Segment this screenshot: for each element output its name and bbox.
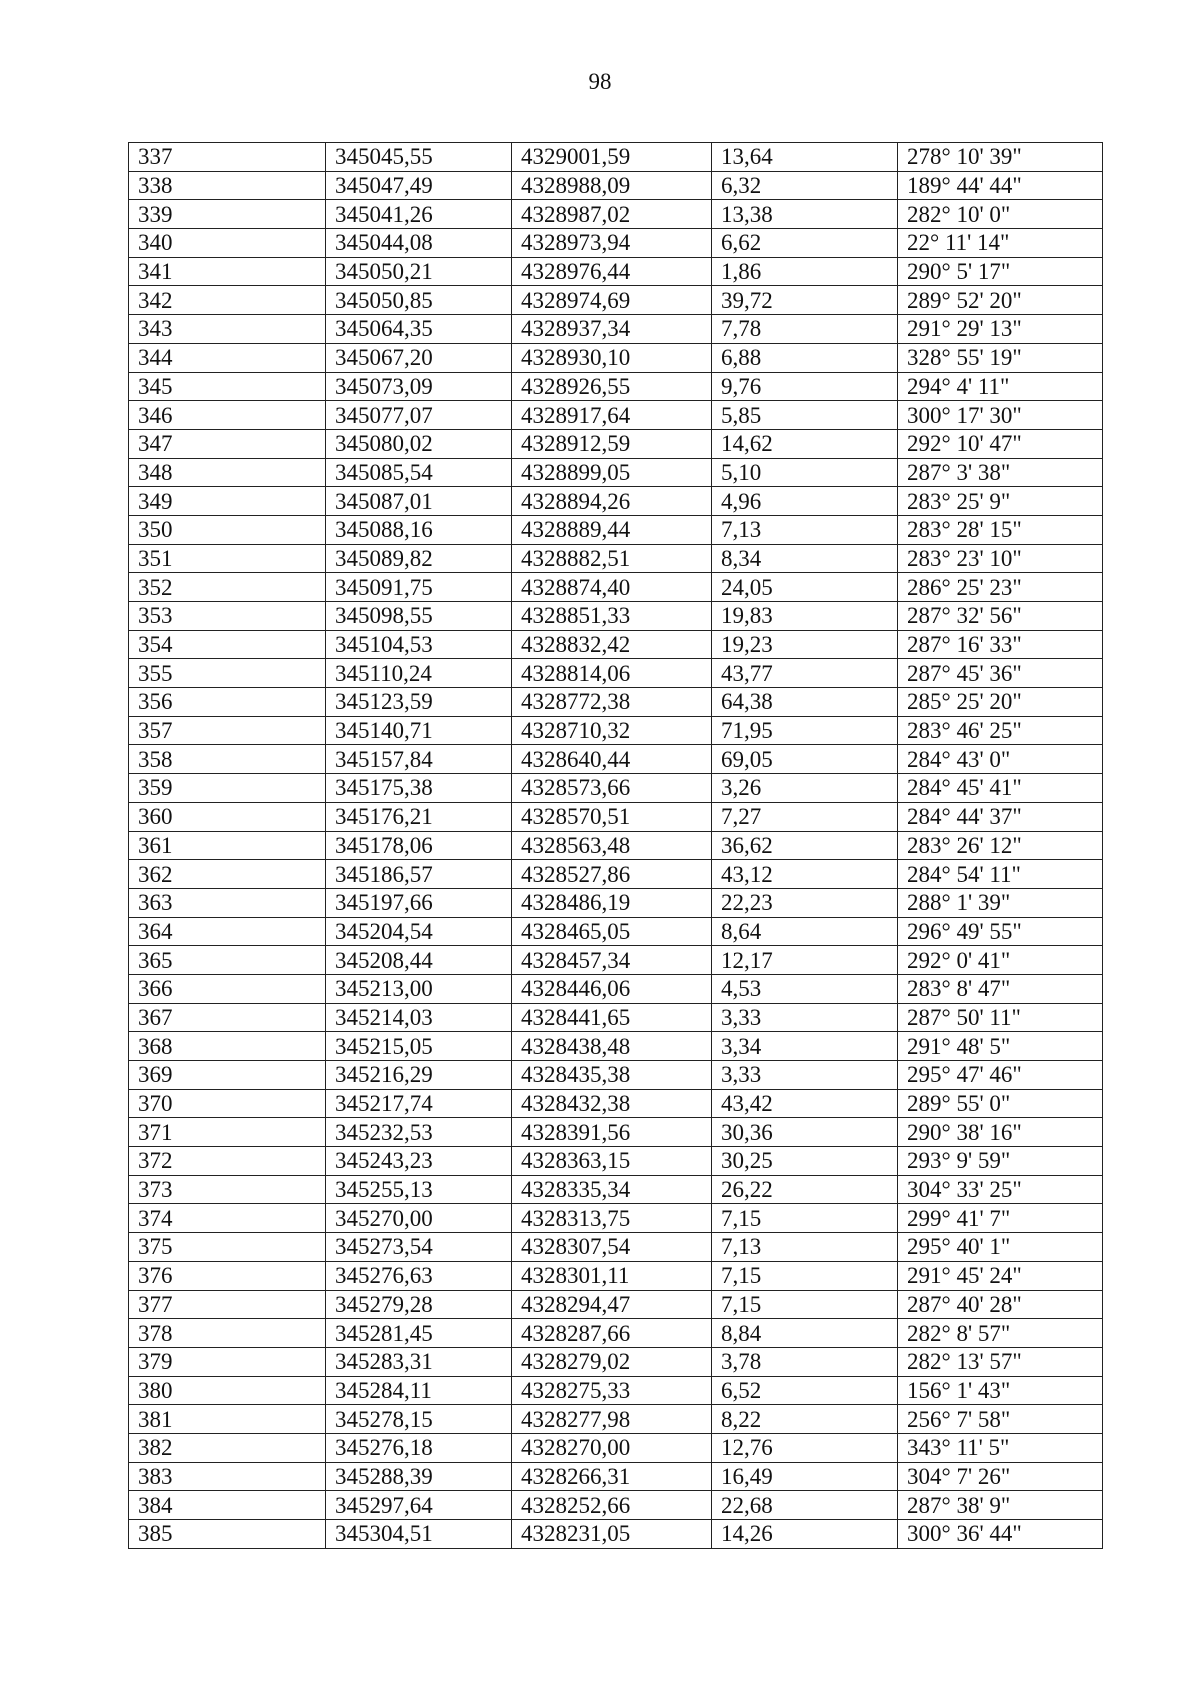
point-number-cell: 375 [129,1233,326,1262]
table-row [129,974,1103,1003]
y-coordinate-cell: 4328527,86 [512,860,712,889]
y-coordinate-cell: 4328882,51 [512,544,712,573]
bearing-cell: 287° 40' 28" [898,1290,1103,1319]
bearing-cell: 286° 25' 23" [898,573,1103,602]
point-number-cell: 367 [129,1003,326,1032]
table-row [129,286,1103,315]
table-row [129,429,1103,458]
table-row [129,602,1103,631]
x-coordinate-cell: 345278,15 [326,1405,512,1434]
table-row [129,802,1103,831]
table-row [129,401,1103,430]
x-coordinate-cell: 345080,02 [326,429,512,458]
distance-cell: 8,34 [712,544,898,573]
x-coordinate-cell: 345085,54 [326,458,512,487]
y-coordinate-cell: 4328363,15 [512,1147,712,1176]
distance-cell: 26,22 [712,1175,898,1204]
table-row [129,1003,1103,1032]
distance-cell: 3,78 [712,1347,898,1376]
bearing-cell: 291° 29' 13" [898,315,1103,344]
point-number-cell: 370 [129,1089,326,1118]
distance-cell: 7,27 [712,802,898,831]
table-row [129,716,1103,745]
y-coordinate-cell: 4328438,48 [512,1032,712,1061]
bearing-cell: 293° 9' 59" [898,1147,1103,1176]
x-coordinate-cell: 345216,29 [326,1061,512,1090]
bearing-cell: 284° 54' 11" [898,860,1103,889]
x-coordinate-cell: 345104,53 [326,630,512,659]
point-number-cell: 338 [129,171,326,200]
point-number-cell: 354 [129,630,326,659]
distance-cell: 43,77 [712,659,898,688]
x-coordinate-cell: 345140,71 [326,716,512,745]
distance-cell: 39,72 [712,286,898,315]
distance-cell: 3,33 [712,1003,898,1032]
y-coordinate-cell: 4328432,38 [512,1089,712,1118]
table-row [129,888,1103,917]
bearing-cell: 284° 45' 41" [898,774,1103,803]
bearing-cell: 289° 52' 20" [898,286,1103,315]
page-number: 98 [588,69,612,94]
x-coordinate-cell: 345089,82 [326,544,512,573]
distance-cell: 5,10 [712,458,898,487]
y-coordinate-cell: 4328441,65 [512,1003,712,1032]
distance-cell: 1,86 [712,257,898,286]
distance-cell: 13,64 [712,143,898,172]
distance-cell: 7,78 [712,315,898,344]
point-number-cell: 362 [129,860,326,889]
bearing-cell: 156° 1' 43" [898,1376,1103,1405]
x-coordinate-cell: 345273,54 [326,1233,512,1262]
y-coordinate-cell: 4328391,56 [512,1118,712,1147]
distance-cell: 8,22 [712,1405,898,1434]
bearing-cell: 287° 16' 33" [898,630,1103,659]
distance-cell: 9,76 [712,372,898,401]
distance-cell: 16,49 [712,1462,898,1491]
x-coordinate-cell: 345297,64 [326,1491,512,1520]
distance-cell: 14,26 [712,1520,898,1549]
y-coordinate-cell: 4328814,06 [512,659,712,688]
table-row [129,1376,1103,1405]
distance-cell: 13,38 [712,200,898,229]
table-row [129,143,1103,172]
y-coordinate-cell: 4328912,59 [512,429,712,458]
distance-cell: 22,23 [712,888,898,917]
table-row [129,1061,1103,1090]
y-coordinate-cell: 4328570,51 [512,802,712,831]
x-coordinate-cell: 345283,31 [326,1347,512,1376]
distance-cell: 30,25 [712,1147,898,1176]
point-number-cell: 371 [129,1118,326,1147]
point-number-cell: 359 [129,774,326,803]
distance-cell: 3,34 [712,1032,898,1061]
distance-cell: 19,83 [712,602,898,631]
y-coordinate-cell: 4328465,05 [512,917,712,946]
x-coordinate-cell: 345087,01 [326,487,512,516]
bearing-cell: 304° 7' 26" [898,1462,1103,1491]
bearing-cell: 284° 43' 0" [898,745,1103,774]
y-coordinate-cell: 4328988,09 [512,171,712,200]
distance-cell: 6,52 [712,1376,898,1405]
y-coordinate-cell: 4328287,66 [512,1319,712,1348]
x-coordinate-cell: 345232,53 [326,1118,512,1147]
table-row [129,1204,1103,1233]
y-coordinate-cell: 4328976,44 [512,257,712,286]
distance-cell: 3,26 [712,774,898,803]
bearing-cell: 292° 0' 41" [898,946,1103,975]
point-number-cell: 340 [129,229,326,258]
point-number-cell: 341 [129,257,326,286]
table-row [129,1175,1103,1204]
distance-cell: 12,17 [712,946,898,975]
table-row [129,688,1103,717]
table-row [129,659,1103,688]
distance-cell: 43,12 [712,860,898,889]
distance-cell: 6,88 [712,343,898,372]
point-number-cell: 353 [129,602,326,631]
point-number-cell: 380 [129,1376,326,1405]
point-number-cell: 349 [129,487,326,516]
y-coordinate-cell: 4328573,66 [512,774,712,803]
x-coordinate-cell: 345123,59 [326,688,512,717]
y-coordinate-cell: 4329001,59 [512,143,712,172]
bearing-cell: 283° 26' 12" [898,831,1103,860]
table-row [129,1462,1103,1491]
bearing-cell: 278° 10' 39" [898,143,1103,172]
x-coordinate-cell: 345044,08 [326,229,512,258]
bearing-cell: 292° 10' 47" [898,429,1103,458]
distance-cell: 4,96 [712,487,898,516]
x-coordinate-cell: 345284,11 [326,1376,512,1405]
distance-cell: 7,13 [712,515,898,544]
distance-cell: 64,38 [712,688,898,717]
x-coordinate-cell: 345213,00 [326,974,512,1003]
table-row [129,544,1103,573]
x-coordinate-cell: 345215,05 [326,1032,512,1061]
x-coordinate-cell: 345178,06 [326,831,512,860]
distance-cell: 4,53 [712,974,898,1003]
x-coordinate-cell: 345304,51 [326,1520,512,1549]
point-number-cell: 369 [129,1061,326,1090]
point-number-cell: 355 [129,659,326,688]
bearing-cell: 299° 41' 7" [898,1204,1103,1233]
bearing-cell: 282° 13' 57" [898,1347,1103,1376]
y-coordinate-cell: 4328772,38 [512,688,712,717]
y-coordinate-cell: 4328640,44 [512,745,712,774]
table-row [129,1520,1103,1549]
distance-cell: 7,15 [712,1204,898,1233]
x-coordinate-cell: 345279,28 [326,1290,512,1319]
point-number-cell: 373 [129,1175,326,1204]
bearing-cell: 283° 25' 9" [898,487,1103,516]
bearing-cell: 283° 46' 25" [898,716,1103,745]
bearing-cell: 256° 7' 58" [898,1405,1103,1434]
bearing-cell: 284° 44' 37" [898,802,1103,831]
y-coordinate-cell: 4328851,33 [512,602,712,631]
distance-cell: 7,15 [712,1261,898,1290]
x-coordinate-cell: 345288,39 [326,1462,512,1491]
bearing-cell: 300° 17' 30" [898,401,1103,430]
x-coordinate-cell: 345175,38 [326,774,512,803]
y-coordinate-cell: 4328874,40 [512,573,712,602]
y-coordinate-cell: 4328266,31 [512,1462,712,1491]
distance-cell: 43,42 [712,1089,898,1118]
table-row [129,1290,1103,1319]
bearing-cell: 287° 45' 36" [898,659,1103,688]
x-coordinate-cell: 345276,18 [326,1433,512,1462]
y-coordinate-cell: 4328301,11 [512,1261,712,1290]
table-row [129,1405,1103,1434]
point-number-cell: 366 [129,974,326,1003]
point-number-cell: 339 [129,200,326,229]
distance-cell: 71,95 [712,716,898,745]
x-coordinate-cell: 345157,84 [326,745,512,774]
point-number-cell: 364 [129,917,326,946]
x-coordinate-cell: 345050,21 [326,257,512,286]
y-coordinate-cell: 4328926,55 [512,372,712,401]
y-coordinate-cell: 4328937,34 [512,315,712,344]
bearing-cell: 290° 5' 17" [898,257,1103,286]
table-row [129,831,1103,860]
distance-cell: 6,32 [712,171,898,200]
bearing-cell: 287° 3' 38" [898,458,1103,487]
distance-cell: 8,64 [712,917,898,946]
y-coordinate-cell: 4328277,98 [512,1405,712,1434]
table-row [129,1491,1103,1520]
table-row [129,917,1103,946]
point-number-cell: 379 [129,1347,326,1376]
x-coordinate-cell: 345098,55 [326,602,512,631]
table-row [129,745,1103,774]
table-row [129,372,1103,401]
x-coordinate-cell: 345047,49 [326,171,512,200]
bearing-cell: 289° 55' 0" [898,1089,1103,1118]
table-row [129,257,1103,286]
point-number-cell: 365 [129,946,326,975]
x-coordinate-cell: 345208,44 [326,946,512,975]
bearing-cell: 291° 48' 5" [898,1032,1103,1061]
x-coordinate-cell: 345091,75 [326,573,512,602]
x-coordinate-cell: 345045,55 [326,143,512,172]
table-row [129,573,1103,602]
table-row [129,1433,1103,1462]
point-number-cell: 384 [129,1491,326,1520]
y-coordinate-cell: 4328710,32 [512,716,712,745]
table-row [129,315,1103,344]
y-coordinate-cell: 4328899,05 [512,458,712,487]
bearing-cell: 285° 25' 20" [898,688,1103,717]
point-number-cell: 348 [129,458,326,487]
y-coordinate-cell: 4328486,19 [512,888,712,917]
x-coordinate-cell: 345088,16 [326,515,512,544]
table-row [129,1147,1103,1176]
y-coordinate-cell: 4328294,47 [512,1290,712,1319]
x-coordinate-cell: 345197,66 [326,888,512,917]
y-coordinate-cell: 4328930,10 [512,343,712,372]
bearing-cell: 282° 8' 57" [898,1319,1103,1348]
x-coordinate-cell: 345281,45 [326,1319,512,1348]
distance-cell: 7,15 [712,1290,898,1319]
y-coordinate-cell: 4328252,66 [512,1491,712,1520]
x-coordinate-cell: 345204,54 [326,917,512,946]
distance-cell: 19,23 [712,630,898,659]
point-number-cell: 350 [129,515,326,544]
point-number-cell: 351 [129,544,326,573]
point-number-cell: 377 [129,1290,326,1319]
distance-cell: 5,85 [712,401,898,430]
y-coordinate-cell: 4328446,06 [512,974,712,1003]
bearing-cell: 287° 32' 56" [898,602,1103,631]
point-number-cell: 385 [129,1520,326,1549]
point-number-cell: 352 [129,573,326,602]
point-number-cell: 344 [129,343,326,372]
x-coordinate-cell: 345041,26 [326,200,512,229]
bearing-cell: 283° 8' 47" [898,974,1103,1003]
y-coordinate-cell: 4328270,00 [512,1433,712,1462]
bearing-cell: 290° 38' 16" [898,1118,1103,1147]
bearing-cell: 300° 36' 44" [898,1520,1103,1549]
distance-cell: 24,05 [712,573,898,602]
table-row [129,774,1103,803]
bearing-cell: 189° 44' 44" [898,171,1103,200]
x-coordinate-cell: 345255,13 [326,1175,512,1204]
y-coordinate-cell: 4328917,64 [512,401,712,430]
point-number-cell: 358 [129,745,326,774]
point-number-cell: 374 [129,1204,326,1233]
distance-cell: 22,68 [712,1491,898,1520]
y-coordinate-cell: 4328313,75 [512,1204,712,1233]
table-row [129,1032,1103,1061]
x-coordinate-cell: 345270,00 [326,1204,512,1233]
bearing-cell: 283° 23' 10" [898,544,1103,573]
distance-cell: 36,62 [712,831,898,860]
coordinates-table [128,142,1103,1549]
table-row [129,487,1103,516]
table-row [129,630,1103,659]
point-number-cell: 361 [129,831,326,860]
bearing-cell: 288° 1' 39" [898,888,1103,917]
bearing-cell: 283° 28' 15" [898,515,1103,544]
distance-cell: 8,84 [712,1319,898,1348]
point-number-cell: 368 [129,1032,326,1061]
y-coordinate-cell: 4328307,54 [512,1233,712,1262]
y-coordinate-cell: 4328231,05 [512,1520,712,1549]
point-number-cell: 357 [129,716,326,745]
table-row [129,200,1103,229]
bearing-cell: 304° 33' 25" [898,1175,1103,1204]
distance-cell: 14,62 [712,429,898,458]
bearing-cell: 294° 4' 11" [898,372,1103,401]
x-coordinate-cell: 345276,63 [326,1261,512,1290]
y-coordinate-cell: 4328563,48 [512,831,712,860]
point-number-cell: 372 [129,1147,326,1176]
table-row [129,860,1103,889]
x-coordinate-cell: 345073,09 [326,372,512,401]
x-coordinate-cell: 345067,20 [326,343,512,372]
y-coordinate-cell: 4328335,34 [512,1175,712,1204]
y-coordinate-cell: 4328974,69 [512,286,712,315]
point-number-cell: 363 [129,888,326,917]
y-coordinate-cell: 4328987,02 [512,200,712,229]
x-coordinate-cell: 345243,23 [326,1147,512,1176]
point-number-cell: 337 [129,143,326,172]
point-number-cell: 342 [129,286,326,315]
point-number-cell: 343 [129,315,326,344]
point-number-cell: 360 [129,802,326,831]
bearing-cell: 343° 11' 5" [898,1433,1103,1462]
distance-cell: 6,62 [712,229,898,258]
y-coordinate-cell: 4328457,34 [512,946,712,975]
y-coordinate-cell: 4328435,38 [512,1061,712,1090]
y-coordinate-cell: 4328832,42 [512,630,712,659]
distance-cell: 7,13 [712,1233,898,1262]
x-coordinate-cell: 345176,21 [326,802,512,831]
y-coordinate-cell: 4328889,44 [512,515,712,544]
table-row [129,1233,1103,1262]
point-number-cell: 345 [129,372,326,401]
point-number-cell: 381 [129,1405,326,1434]
bearing-cell: 291° 45' 24" [898,1261,1103,1290]
x-coordinate-cell: 345077,07 [326,401,512,430]
x-coordinate-cell: 345064,35 [326,315,512,344]
point-number-cell: 382 [129,1433,326,1462]
distance-cell: 3,33 [712,1061,898,1090]
point-number-cell: 347 [129,429,326,458]
point-number-cell: 378 [129,1319,326,1348]
table-row [129,1319,1103,1348]
y-coordinate-cell: 4328894,26 [512,487,712,516]
y-coordinate-cell: 4328275,33 [512,1376,712,1405]
point-number-cell: 356 [129,688,326,717]
distance-cell: 30,36 [712,1118,898,1147]
table-row [129,1347,1103,1376]
table-row [129,171,1103,200]
x-coordinate-cell: 345186,57 [326,860,512,889]
x-coordinate-cell: 345110,24 [326,659,512,688]
bearing-cell: 287° 50' 11" [898,1003,1103,1032]
table-row [129,458,1103,487]
table-row [129,229,1103,258]
point-number-cell: 346 [129,401,326,430]
bearing-cell: 296° 49' 55" [898,917,1103,946]
bearing-cell: 287° 38' 9" [898,1491,1103,1520]
distance-cell: 12,76 [712,1433,898,1462]
table-row [129,946,1103,975]
table-row [129,515,1103,544]
bearing-cell: 282° 10' 0" [898,200,1103,229]
y-coordinate-cell: 4328279,02 [512,1347,712,1376]
x-coordinate-cell: 345214,03 [326,1003,512,1032]
table-row [129,1261,1103,1290]
bearing-cell: 295° 40' 1" [898,1233,1103,1262]
table-row [129,1118,1103,1147]
x-coordinate-cell: 345050,85 [326,286,512,315]
point-number-cell: 376 [129,1261,326,1290]
distance-cell: 69,05 [712,745,898,774]
bearing-cell: 295° 47' 46" [898,1061,1103,1090]
table-row [129,343,1103,372]
y-coordinate-cell: 4328973,94 [512,229,712,258]
bearing-cell: 328° 55' 19" [898,343,1103,372]
x-coordinate-cell: 345217,74 [326,1089,512,1118]
point-number-cell: 383 [129,1462,326,1491]
coordinates-table-body [129,143,1103,1549]
bearing-cell: 22° 11' 14" [898,229,1103,258]
table-row [129,1089,1103,1118]
